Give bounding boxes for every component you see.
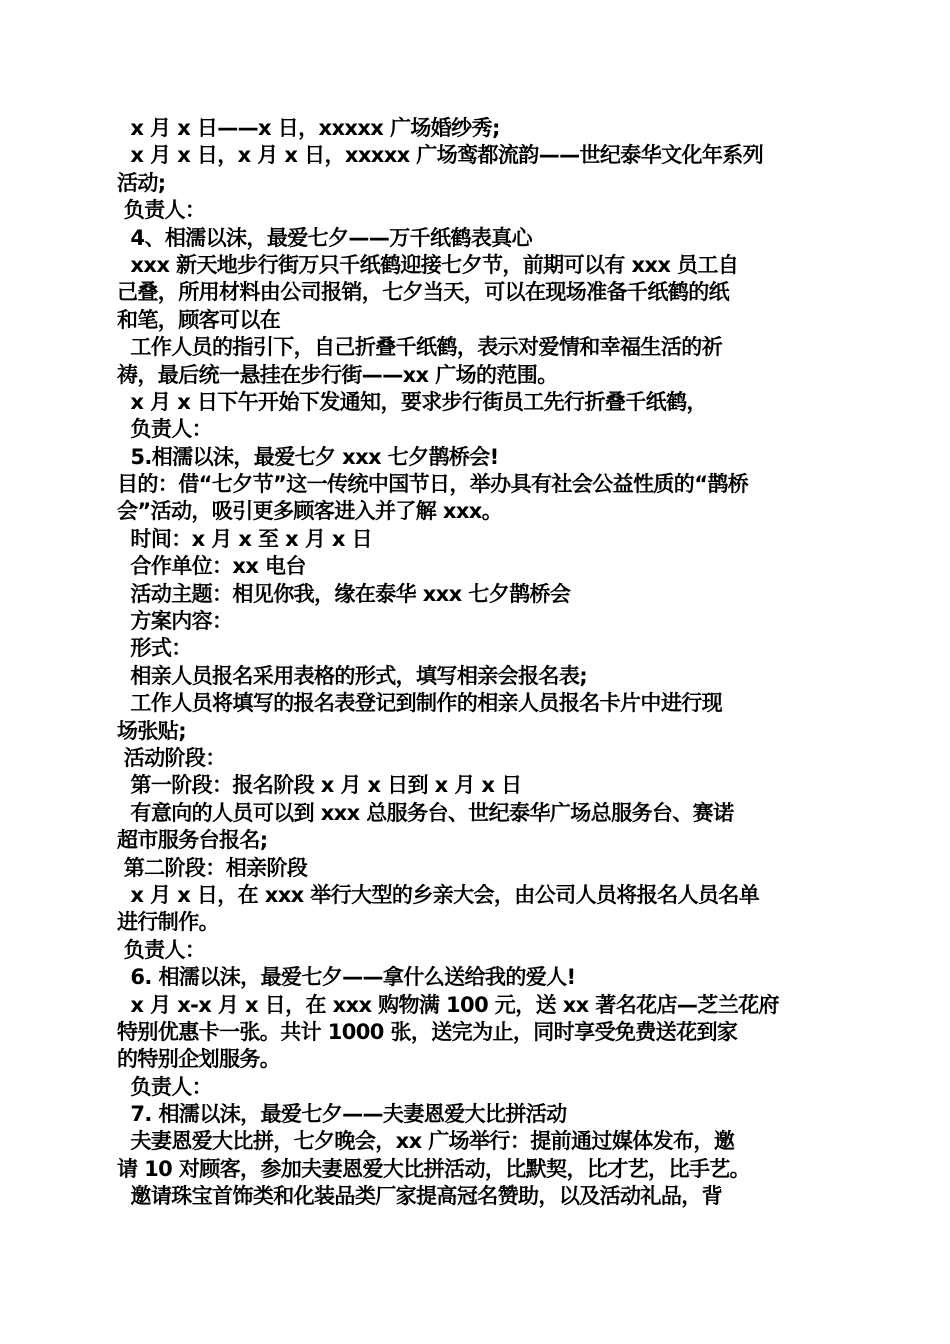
text-line: 目的：借“七夕节”这一传统中国节日，举办具有社会公益性质的“鹊桥: [117, 472, 749, 497]
text-line: 活动主题：相见你我，缘在泰华 xxx 七夕鹊桥会: [117, 581, 571, 606]
text-line: 合作单位：xx 电台: [117, 554, 306, 579]
text-line: 邀请珠宝首饰类和化装品类厂家提高冠名赞助，以及活动礼品，背: [117, 1184, 723, 1209]
text-line: 超市服务台报名;: [117, 828, 268, 853]
text-line: x 月 x 日下午开始下发通知，要求步行街员工先行折叠千纸鹤，: [117, 389, 707, 414]
text-line: 4、相濡以沫，最爱七夕——万千纸鹤表真心: [117, 225, 533, 250]
text-line: 会”活动，吸引更多顾客进入并了解 xxx。: [117, 499, 503, 524]
text-line: x 月 x 日——x 日，xxxxx 广场婚纱秀;: [117, 116, 500, 140]
text-line: x 月 x-x 月 x 日，在 xxx 购物满 100 元，送 xx 著名花店—芝兰花府: [117, 992, 779, 1017]
text-line: xxx 新天地步行街万只千纸鹤迎接七夕节，前期可以有 xxx 员工自: [117, 252, 739, 277]
text-line: 进行制作。: [117, 910, 219, 935]
document-body: [117, 115, 837, 1211]
text-line: 请 10 对顾客，参加夫妻恩爱大比拼活动，比默契，比才艺，比手艺。: [117, 1156, 751, 1181]
text-line: 形式：: [117, 636, 192, 661]
text-line: x 月 x 日，x 月 x 日，xxxxx 广场鸾都流韵——世纪泰华文化年系列: [117, 143, 764, 168]
text-line: 有意向的人员可以到 xxx 总服务台、世纪泰华广场总服务台、赛诺: [117, 800, 734, 825]
text-line: 第二阶段：相亲阶段: [117, 855, 308, 880]
text-line: 负责人：: [117, 198, 206, 223]
text-line: 祷，最后统一悬挂在步行街——xx 广场的范围。: [117, 362, 558, 387]
text-line: 5.相濡以沫，最爱七夕 xxx 七夕鹊桥会!: [117, 444, 499, 469]
text-line: 6. 相濡以沫，最爱七夕——拿什么送给我的爱人!: [117, 965, 576, 990]
text-line: 负责人：: [117, 417, 213, 442]
text-line: 的特别企划服务。: [117, 1047, 281, 1072]
text-line: 负责人：: [117, 1074, 213, 1099]
text-line: 工作人员的指引下，自己折叠千纸鹤，表示对爱情和幸福生活的祈: [117, 335, 723, 360]
text-line: 活动阶段：: [117, 745, 226, 770]
text-line: 活动;: [117, 170, 166, 195]
text-line: 负责人：: [117, 937, 206, 962]
text-line: 第一阶段：报名阶段 x 月 x 日到 x 月 x 日: [117, 773, 522, 798]
text-line: 相亲人员报名采用表格的形式，填写相亲会报名表;: [117, 663, 588, 688]
text-line: 和笔，顾客可以在: [117, 307, 281, 332]
text-line: 时间：x 月 x 至 x 月 x 日: [117, 526, 372, 551]
text-line: 夫妻恩爱大比拼，七夕晚会，xx 广场举行：提前通过媒体发布，邀: [117, 1129, 735, 1154]
text-line: 己叠，所用材料由公司报销，七夕当天，可以在现场准备千纸鹤的纸: [117, 280, 729, 305]
text-line: x 月 x 日，在 xxx 举行大型的乡亲大会，由公司人员将报名人员名单: [117, 882, 760, 907]
text-line: 特别优惠卡一张。共计 1000 张，送完为止，同时享受免费送花到家: [117, 1019, 738, 1044]
text-line: 场张贴;: [117, 718, 186, 743]
text-line: 方案内容：: [117, 609, 233, 634]
text-line: 工作人员将填写的报名表登记到制作的相亲人员报名卡片中进行现: [117, 691, 723, 716]
text-line: 7. 相濡以沫，最爱七夕——夫妻恩爱大比拼活动: [117, 1102, 567, 1127]
